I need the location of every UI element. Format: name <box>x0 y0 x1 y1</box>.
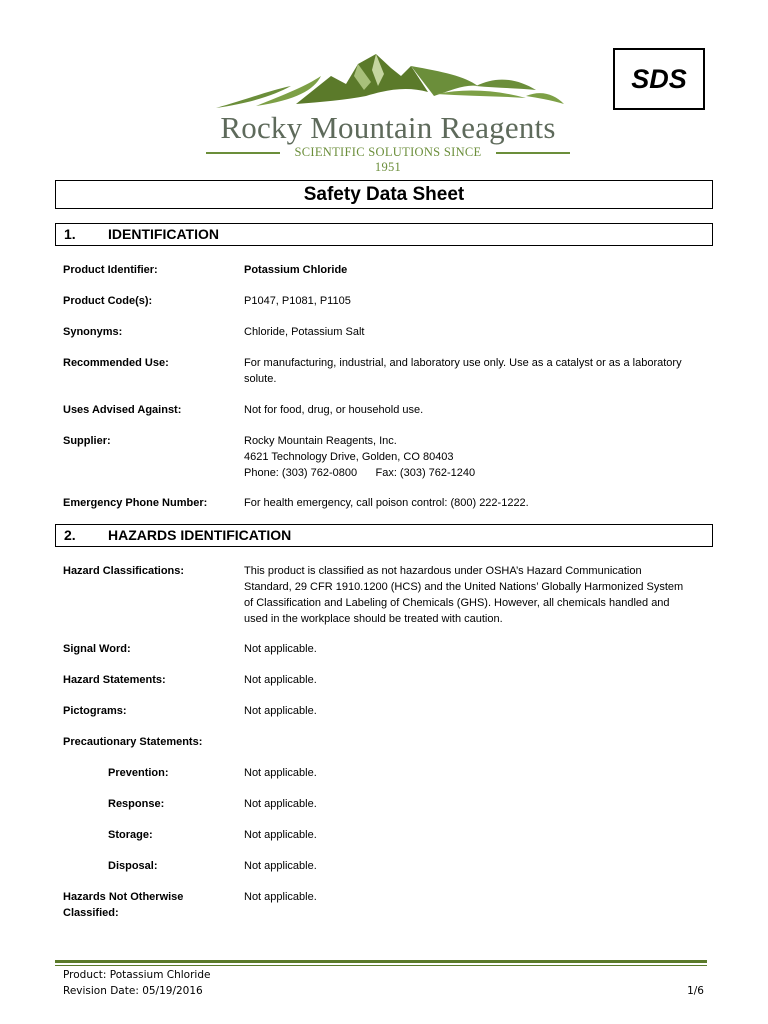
footer-revision-date: Revision Date: 05/19/2016 <box>63 985 203 997</box>
field-value: Not applicable. <box>244 643 317 655</box>
section-1-header <box>55 223 713 246</box>
field-value <box>244 563 710 627</box>
value-line: 4621 Technology Drive, Golden, CO 80403 <box>244 451 454 463</box>
field-label: Emergency Phone Number: <box>63 497 208 509</box>
field-label: Recommended Use: <box>63 357 169 369</box>
field-value <box>244 433 710 481</box>
field-value: Not applicable. <box>244 674 317 686</box>
footer-divider-thin <box>55 965 707 966</box>
field-label: Signal Word: <box>63 643 131 655</box>
field-value: Not for food, drug, or household use. <box>244 404 424 416</box>
company-name: Rocky Mountain Reagents <box>220 110 556 145</box>
section-2-header <box>55 524 713 547</box>
field-label: Pictograms: <box>63 705 127 717</box>
field-label: Synonyms: <box>63 326 123 338</box>
field-label: Hazard Classifications: <box>63 565 185 577</box>
value-line: Standard, 29 CFR 1910.1200 (HCS) and the United Nations’ Globally Harmonized System <box>244 581 684 593</box>
field-label: Storage: <box>108 829 153 841</box>
section-number: 1. <box>64 226 76 242</box>
field-label <box>63 889 233 921</box>
field-value: Chloride, Potassium Salt <box>244 326 365 338</box>
field-label: Disposal: <box>108 860 158 872</box>
value-line: This product is classified as not hazardous under OSHA’s Hazard Communication <box>244 565 642 577</box>
field-value: Not applicable. <box>244 860 317 872</box>
field-label: Precautionary Statements: <box>63 736 203 748</box>
field-value: Not applicable. <box>244 705 317 717</box>
field-value: Not applicable. <box>244 891 317 903</box>
value-line: For manufacturing, industrial, and laboratory use only. Use as a catalyst or as a laboratory <box>244 357 682 369</box>
section-number: 2. <box>64 527 76 543</box>
value-line: Rocky Mountain Reagents, Inc. <box>244 435 397 447</box>
tagline-divider-right <box>496 152 570 154</box>
section-title: IDENTIFICATION <box>108 226 219 242</box>
field-label: Supplier: <box>63 435 111 447</box>
field-label: Product Code(s): <box>63 295 153 307</box>
field-label: Prevention: <box>108 767 169 779</box>
field-value: Not applicable. <box>244 829 317 841</box>
field-label: Response: <box>108 798 165 810</box>
footer-divider <box>55 960 707 963</box>
section-title: HAZARDS IDENTIFICATION <box>108 527 292 543</box>
value-line: of Classification and Labeling of Chemicals (GHS). However, all chemicals handled and <box>244 597 670 609</box>
footer-product: Product: Potassium Chloride <box>63 969 211 981</box>
value-line: solute. <box>244 373 277 385</box>
value-line: used in the workplace should be treated with caution. <box>244 613 503 625</box>
field-value: For health emergency, call poison control: (800) 222-1222. <box>244 497 529 509</box>
value-line: Phone: (303) 762-0800 Fax: (303) 762-1240 <box>244 467 476 479</box>
field-value: Not applicable. <box>244 767 317 779</box>
tagline-divider-left <box>206 152 280 154</box>
field-value: Not applicable. <box>244 798 317 810</box>
field-value <box>244 355 710 387</box>
company-tagline: SCIENTIFIC SOLUTIONS SINCE 1951 <box>294 145 482 174</box>
field-label: Uses Advised Against: <box>63 404 182 416</box>
field-value: P1047, P1081, P1105 <box>244 295 351 307</box>
mountain-logo-icon <box>196 46 580 116</box>
field-value: Potassium Chloride <box>244 264 348 276</box>
field-label: Hazard Statements: <box>63 674 166 686</box>
sds-badge: SDS <box>613 48 705 110</box>
label-line: Classified: <box>63 907 119 919</box>
label-line: Hazards Not Otherwise <box>63 891 184 903</box>
company-logo <box>196 46 580 174</box>
tagline-row <box>206 145 570 174</box>
page-number: 1/6 <box>687 985 704 997</box>
field-label: Product Identifier: <box>63 264 158 276</box>
document-title: Safety Data Sheet <box>55 180 713 209</box>
